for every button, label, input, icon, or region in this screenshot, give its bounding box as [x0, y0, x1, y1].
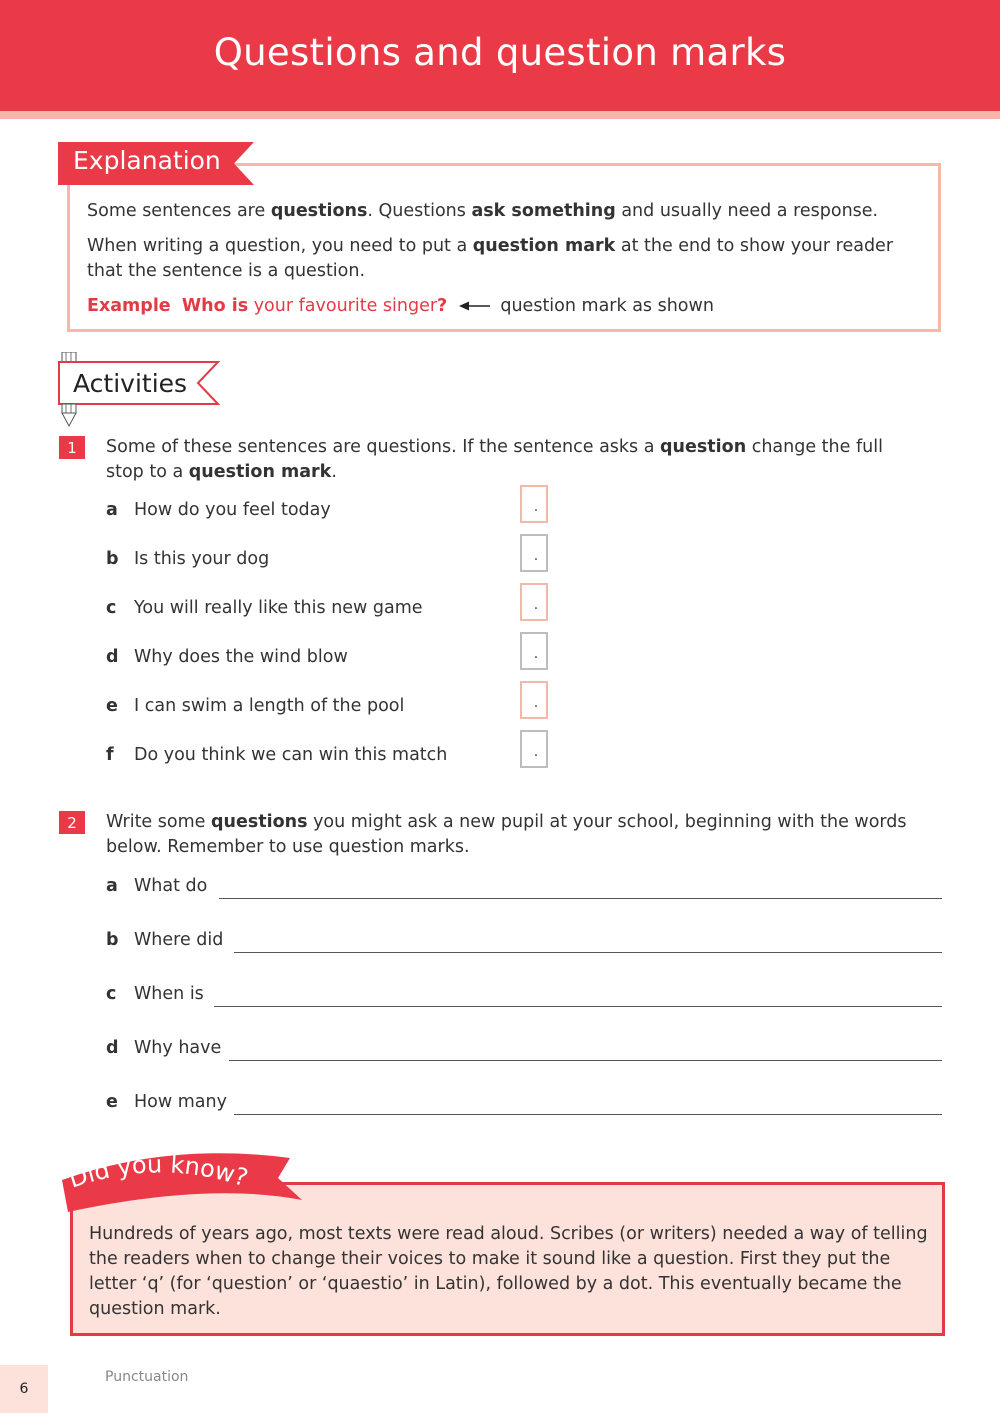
- explanation-line-2: When writing a question, you need to put a question mark at the end to show your reader that the sentence is a question.: [87, 236, 894, 281]
- item-letter: b: [106, 549, 119, 569]
- punctuation-box[interactable]: [520, 583, 548, 621]
- item-letter: e: [106, 696, 118, 716]
- did-you-know-text: Hundreds of years ago, most texts were read aloud. Scribes (or writers) needed a way of telling the readers when to change their voices to make it sound like a question. First they put the letter ‘q’ (for ‘question’ or ‘quaestio’ in Latin), followed by a dot. This eventually became the question mark.: [89, 1224, 928, 1319]
- page-number: 6: [0, 1365, 48, 1413]
- activities-heading: Activities: [73, 369, 188, 398]
- answer-line[interactable]: [214, 1006, 942, 1007]
- item-letter: c: [106, 598, 117, 618]
- header-strip: [0, 111, 1000, 119]
- item-text: Why have: [134, 1038, 222, 1058]
- item-text: Is this your dog: [134, 549, 270, 569]
- item-letter: c: [106, 984, 117, 1004]
- page-header: [0, 0, 1000, 111]
- question-1-instruction: Some of these sentences are questions. If the sentence asks a question change the full stop to a question mark.: [106, 437, 883, 482]
- punctuation-box[interactable]: [520, 632, 548, 670]
- item-letter: a: [106, 876, 118, 896]
- answer-line[interactable]: [234, 1114, 942, 1115]
- item-text: You will really like this new game: [134, 598, 423, 618]
- full-stop: .: [533, 646, 539, 662]
- item-letter: e: [106, 1092, 118, 1112]
- full-stop: .: [533, 695, 539, 711]
- answer-line[interactable]: [219, 898, 942, 899]
- item-letter: d: [106, 1038, 119, 1058]
- item-letter: f: [106, 745, 114, 765]
- full-stop: .: [533, 499, 539, 515]
- punctuation-box[interactable]: [520, 681, 548, 719]
- item-text: Why does the wind blow: [134, 647, 348, 667]
- punctuation-box[interactable]: [520, 534, 548, 572]
- full-stop: .: [533, 744, 539, 760]
- did-you-know-banner: [58, 1150, 304, 1216]
- item-text: Do you think we can win this match: [134, 745, 448, 765]
- explanation-line-1: Some sentences are questions. Questions ask something and usually need a response.: [87, 201, 879, 221]
- answer-line[interactable]: [234, 952, 942, 953]
- punctuation-box[interactable]: [520, 485, 548, 523]
- item-text: What do: [134, 876, 208, 896]
- full-stop: .: [533, 597, 539, 613]
- item-text: I can swim a length of the pool: [134, 696, 405, 716]
- item-text: How do you feel today: [134, 500, 331, 520]
- item-letter: b: [106, 930, 119, 950]
- punctuation-box[interactable]: [520, 730, 548, 768]
- item-text: When is: [134, 984, 204, 1004]
- left-arrow-icon: [459, 300, 491, 312]
- answer-line[interactable]: [229, 1060, 942, 1061]
- footer-section-label: Punctuation: [105, 1369, 189, 1385]
- item-text: How many: [134, 1092, 227, 1112]
- question-2-instruction: Write some questions you might ask a new pupil at your school, beginning with the words below. Remember to use question marks.: [106, 812, 907, 857]
- item-letter: d: [106, 647, 119, 667]
- page-title: Questions and question marks: [213, 31, 787, 74]
- question-1-number: 1: [59, 436, 85, 459]
- item-text: Where did: [134, 930, 224, 950]
- did-you-know-heading: Did you know?: [65, 1150, 252, 1194]
- explanation-example: Example Who is your favourite singer? question mark as shown: [87, 296, 714, 316]
- item-letter: a: [106, 500, 118, 520]
- question-2-number: 2: [59, 811, 85, 834]
- full-stop: .: [533, 548, 539, 564]
- explanation-heading: Explanation: [73, 146, 221, 175]
